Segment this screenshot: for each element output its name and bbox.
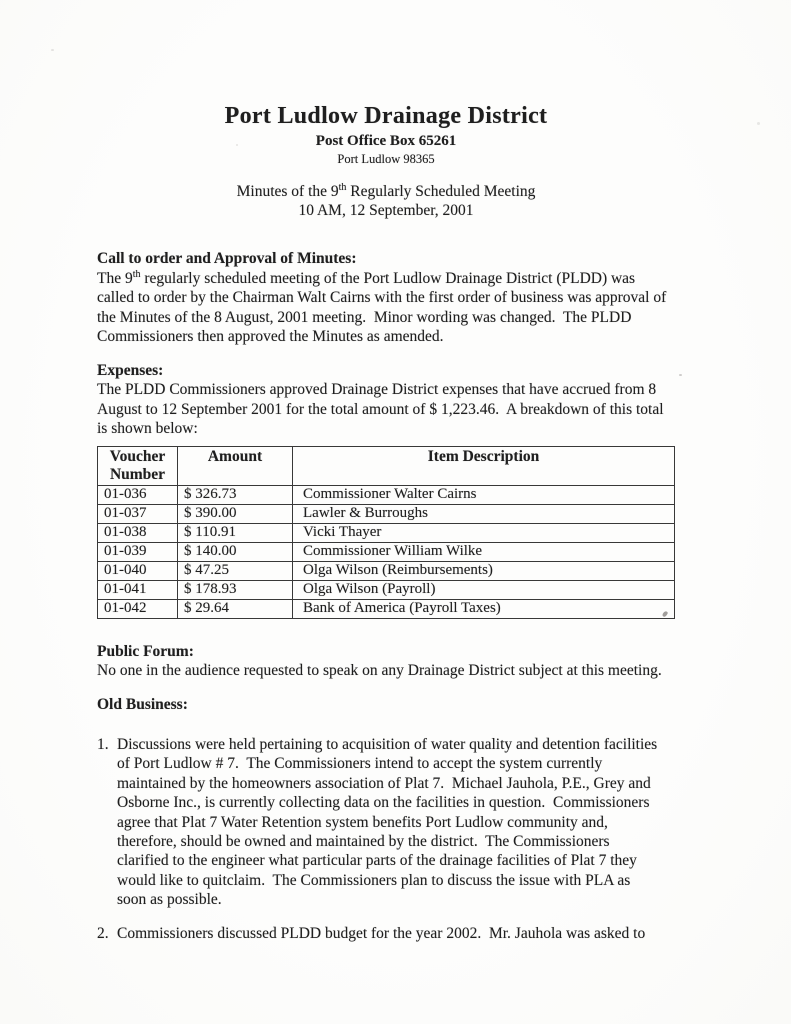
item-number: 1. <box>97 736 109 753</box>
item-text: Discussions were held pertaining to acquisition of water quality and detention facilities of Port Ludlow # 7. The Commissioners intend to accept the system currently maintained by the homeowners association of Plat 7. Michael Jauhola, P.E., Grey and Osborne Inc., is currently collecting data on the facilities in question. Commissioners agree that Plat 7 Water Retention system benefits Port Ludlow community and, therefore, should be owned and maintained by the district. The Commissioners clarified to the engineer what particular parts of the drainage facilities of Plat 7 they would like to quitclaim. The Commissioners plan to discuss the issue with PLA as soon as possible. <box>117 736 662 909</box>
description-cell: Olga Wilson (Reimbursements) <box>293 561 675 580</box>
meeting-datetime-line: 10 AM, 12 September, 2001 <box>298 202 474 219</box>
description-cell: Vicki Thayer <box>293 523 675 542</box>
table-header-item-description: Item Description <box>293 446 675 485</box>
scan-speck <box>679 374 682 376</box>
amount-cell: $ 326.73 <box>178 485 293 504</box>
public-forum-paragraph: No one in the audience requested to speak on any Drainage District subject at this meeting. <box>97 662 662 679</box>
amount-cell: $ 47.25 <box>178 561 293 580</box>
table-row <box>98 523 675 542</box>
call-to-order-paragraph: The 9th regularly scheduled meeting of the Port Ludlow Drainage District (PLDD) was called to order by the Chairman Walt Cairns with the first order of business was approval of the Minutes of the 8 August, 2001 meeting. Minor wording was changed. The PLDD Commissioners then approved the Minutes as amended. <box>97 268 671 345</box>
table-row <box>98 561 675 580</box>
scan-speck <box>757 122 760 125</box>
table-header-voucher-number: Voucher Number <box>98 446 178 485</box>
description-cell: Commissioner Walter Cairns <box>293 485 675 504</box>
voucher-cell: 01-042 <box>98 599 178 618</box>
description-cell: Commissioner William Wilke <box>293 542 675 561</box>
amount-cell: $ 110.91 <box>178 523 293 542</box>
table-header-row <box>98 446 675 485</box>
old-business-item-2 <box>97 924 675 943</box>
table-row <box>98 485 675 504</box>
document-content <box>97 0 675 943</box>
expenses-heading: Expenses: <box>97 361 164 379</box>
table-row <box>98 504 675 523</box>
amount-cell: $ 140.00 <box>178 542 293 561</box>
amount-cell: $ 178.93 <box>178 580 293 599</box>
public-forum-heading: Public Forum: <box>97 642 194 660</box>
scan-speck <box>236 144 238 146</box>
meeting-title-line: Minutes of the 9th Regularly Scheduled Meeting <box>236 181 536 200</box>
amount-cell: $ 390.00 <box>178 504 293 523</box>
meeting-subtitle <box>97 182 675 220</box>
voucher-cell: 01-041 <box>98 580 178 599</box>
description-cell: Lawler & Burroughs <box>293 504 675 523</box>
city-zip-line: Port Ludlow 98365 <box>337 152 435 166</box>
description-cell: Olga Wilson (Payroll) <box>293 580 675 599</box>
voucher-cell: 01-038 <box>98 523 178 542</box>
table-row <box>98 580 675 599</box>
table-row <box>98 599 675 618</box>
call-to-order-heading: Call to order and Approval of Minutes: <box>97 250 357 267</box>
old-business-heading: Old Business: <box>97 695 188 713</box>
table-row <box>98 542 675 561</box>
amount-cell: $ 29.64 <box>178 599 293 618</box>
item-number: 2. <box>97 924 109 942</box>
po-box-line: Post Office Box 65261 <box>315 133 457 149</box>
voucher-cell: 01-040 <box>98 561 178 580</box>
scan-speck <box>51 49 54 51</box>
table-header-amount: Amount <box>178 446 293 485</box>
item-text: Commissioners discussed PLDD budget for the year 2002. Mr. Jauhola was asked to <box>117 924 646 942</box>
voucher-cell: 01-037 <box>98 504 178 523</box>
document-title: Port Ludlow Drainage District <box>224 103 548 129</box>
voucher-cell: 01-039 <box>98 542 178 561</box>
voucher-cell: 01-036 <box>98 485 178 504</box>
old-business-item-1 <box>97 735 675 910</box>
description-cell: Bank of America (Payroll Taxes) <box>293 599 675 618</box>
expenses-paragraph: The PLDD Commissioners approved Drainage District expenses that have accrued from 8 August to 12 September 2001 for the total amount of $ 1,223.46. A breakdown of this total is shown below: <box>97 381 668 437</box>
expenses-table <box>97 446 675 619</box>
